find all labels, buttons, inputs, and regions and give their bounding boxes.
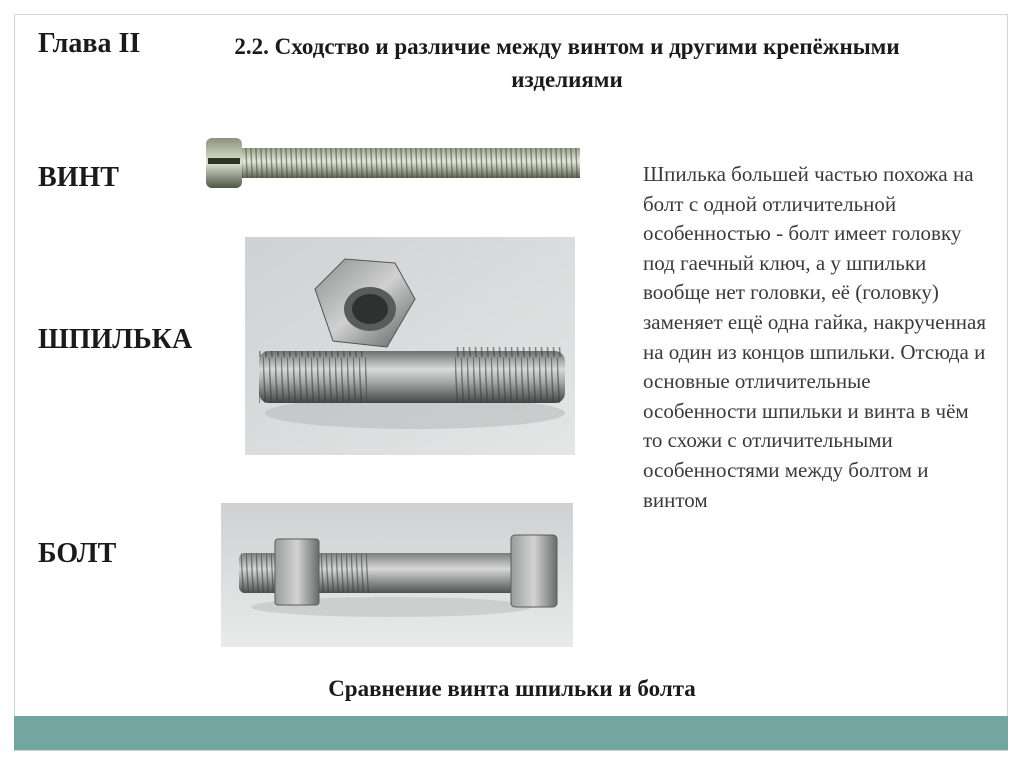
stud-photo <box>245 237 575 455</box>
label-bolt: БОЛТ <box>38 538 117 569</box>
footer-bar <box>14 716 1008 750</box>
slide-caption: Сравнение винта шпильки и болта <box>328 676 696 701</box>
bolt-photo <box>221 503 573 647</box>
screw-photo <box>200 130 584 194</box>
label-screw: ВИНТ <box>38 162 119 193</box>
chapter-label: Глава II <box>38 28 141 59</box>
slide-title: 2.2. Сходство и различие между винтом и другими крепёжными изделиями <box>234 34 900 92</box>
description-text: Шпилька большей частью похожа на болт с одной отличительной особенностью - болт имеет головку под гаечный ключ, а у шпильки вообще нет головки, её (головку) заменяет ещё одна гайка, накрученная на один из концов шпильки. Отсюда и основные отличительные особенности шпильки и винта в чём то схожи с отличительными особенностями между болтом и винтом <box>643 162 987 512</box>
label-stud: ШПИЛЬКА <box>38 324 193 355</box>
